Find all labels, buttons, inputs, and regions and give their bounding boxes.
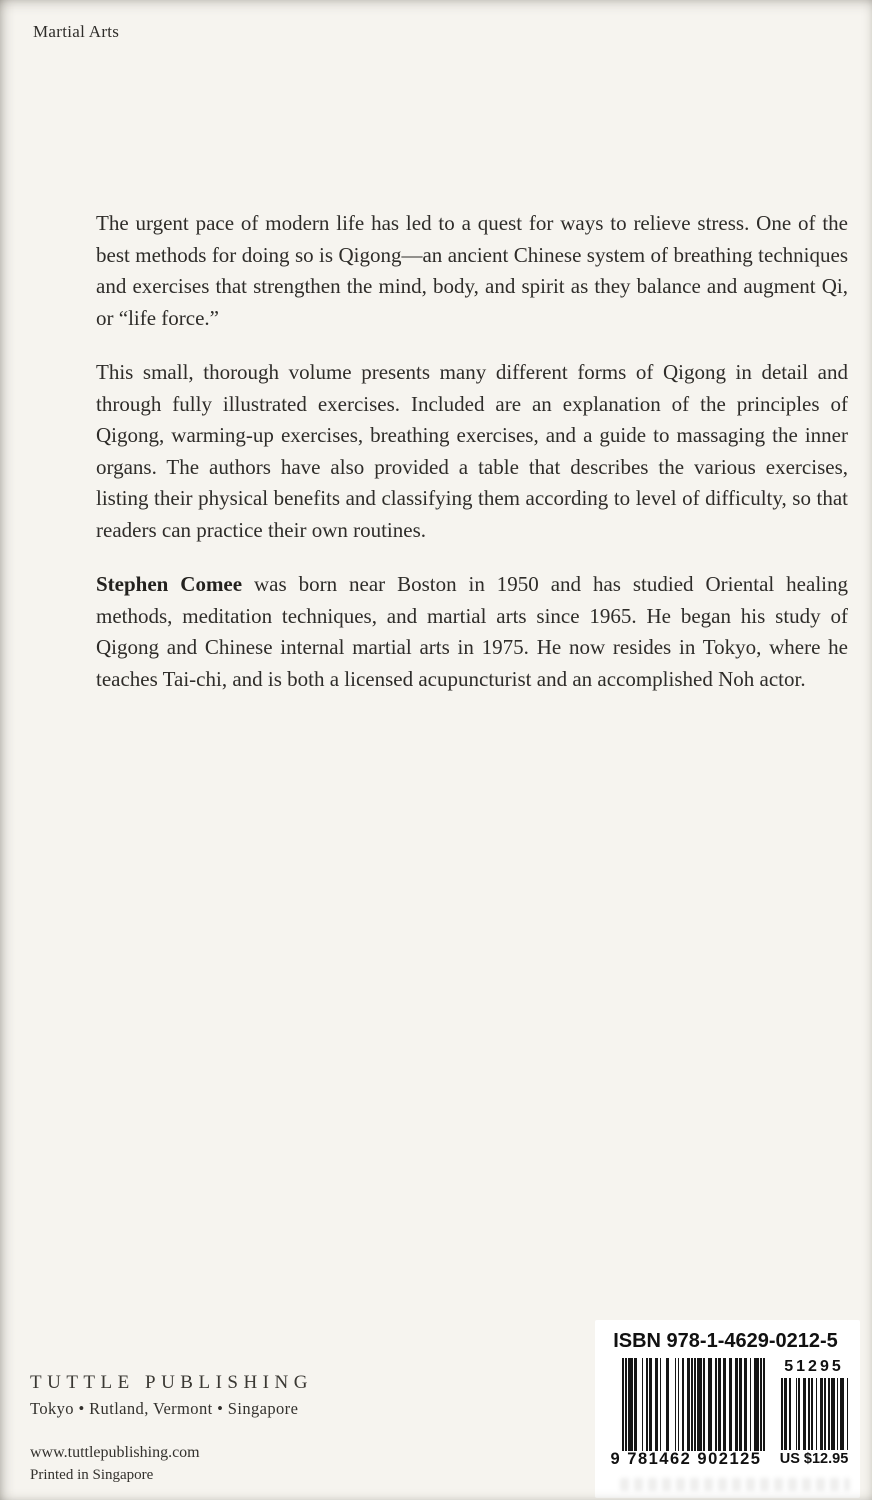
- back-cover-description: [96, 208, 848, 695]
- addon-code: 51295: [784, 1358, 844, 1375]
- barcode-digits: 9 781462 902125: [610, 1450, 762, 1468]
- author-bio-paragraph: [96, 569, 848, 695]
- author-name: Stephen Comee: [96, 572, 243, 596]
- isbn-label: ISBN 978-1-4629-0212-5: [613, 1330, 838, 1352]
- ean5-addon-barcode: [780, 1378, 848, 1450]
- ghost-print-artifact: [620, 1478, 850, 1491]
- description-paragraph-1: The urgent pace of modern life has led to a quest for ways to relieve stress. One of the best methods for doing so is Qigong—an ancient Chinese system of breathing techniques and exercises that strengthen the mind, body, and spirit as they balance and augment Qi, or “life force.”: [96, 211, 848, 330]
- author-bio-text: was born near Boston in 1950 and has studied Oriental healing methods, meditation techniques, and martial arts since 1965. He began his study of Qigong and Chinese internal martial arts in 1975. He now resides in Tokyo, where he teaches Tai-chi, and is both a licensed acupuncturist and an accomplished Noh actor.: [96, 572, 848, 691]
- publisher-block: [30, 1372, 313, 1484]
- publisher-website: www.tuttlepublishing.com: [30, 1444, 200, 1461]
- category-label: Martial Arts: [33, 22, 120, 41]
- price-label: US $12.95: [779, 1451, 849, 1467]
- printed-in-label: Printed in Singapore: [30, 1467, 154, 1483]
- publisher-locations: Tokyo • Rutland, Vermont • Singapore: [30, 1399, 299, 1418]
- ean13-barcode: [622, 1358, 765, 1451]
- barcode-panel: [595, 1320, 860, 1498]
- description-paragraph-2: This small, thorough volume presents many different forms of Qigong in detail and through fully illustrated exercises. Included are an explanation of the principles of Qigong, warming-up exercises, breathing exercises, and a guide to massaging the inner organs. The authors have also provided a table that describes the various exercises, listing their physical benefits and classifying them according to level of difficulty, so that readers can practice their own routines.: [96, 360, 848, 542]
- barcode-addon: [780, 1358, 848, 1450]
- publisher-name: TUTTLE PUBLISHING: [30, 1372, 313, 1393]
